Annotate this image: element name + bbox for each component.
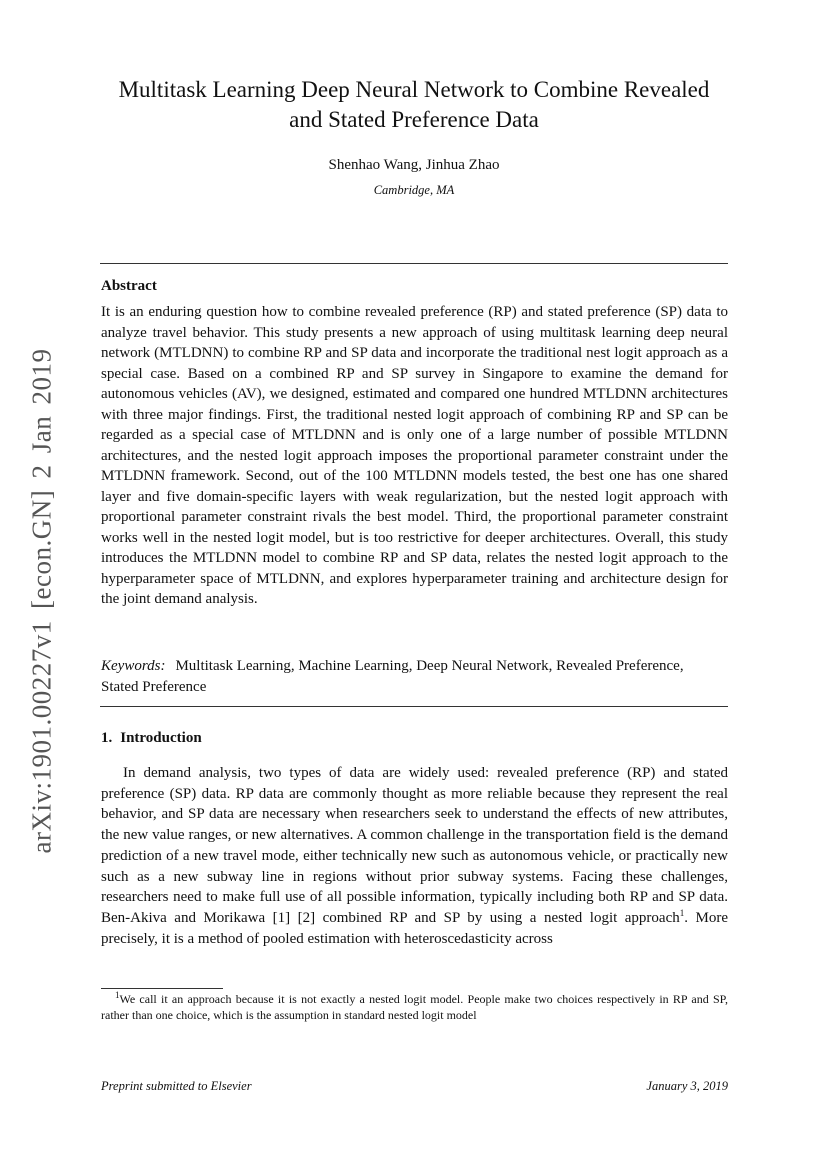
paper-authors: Shenhao Wang, Jinhua Zhao bbox=[328, 157, 500, 173]
abstract-body: It is an enduring question how to combine revealed preference (RP) and stated preference (SP) data to analyze travel behavior. This study presents a new approach of using multitask learning deep neural network (MTLDNN) to combine RP and SP data and incorporate the traditional nest logit approach as a special case. Based on a combined RP and SP survey in Singapore to examine the demand for autonomous vehicles (AV), we designed, estimated and compared one hundred MTLDNN architectures with three major findings. First, the traditional nested logit approach of combining RP and SP can be regarded as a special case of MTLDNN and is only one of a large number of possible MTLDNN architectures, and the nested logit approach imposes the proportional parameter constraint under the MTLDNN framework. Second, out of the 100 MTLDNN models tested, the best one has one shared layer and five domain-specific layers with weak regularization, but the nested logit approach with proportional parameter constraint rivals the best model. Third, the proportional parameter constraint works well in the nested logit model, but is too restrictive for deeper architectures. Overall, this study introduces the MTLDNN model to combine RP and SP data, relates the nested logit approach to the hyperparameter space of MTLDNN, and explores hyperparameter training and architecture design for the joint demand analysis. bbox=[101, 304, 728, 607]
keywords-text: Multitask Learning, Machine Learning, Deep Neural Network, Revealed Preference, Stated Preference bbox=[101, 658, 684, 695]
abstract-bottom-rule bbox=[100, 706, 728, 707]
section-heading-introduction bbox=[101, 730, 202, 747]
abstract-heading: Abstract bbox=[101, 278, 157, 294]
intro-text-main: In demand analysis, two types of data are widely used: revealed preference (RP) and stated preference (SP) data. RP data are commonly thought as more reliable because they represent the real behavior, and SP data are necessary when researchers seek to understand the effects of new attributes, the new value ranges, or new alternatives. A common challenge in the transportation field is the demand prediction of a new travel mode, either technically new such as autonomous vehicle, or practically new such as a new subway line in regions without prior subway systems. Facing these challenges, researchers need to make full use of all possible information, typically including both RP and SP data. Ben-Akiva and Morikawa [1] [2] combined RP and SP by using a nested logit approach bbox=[101, 765, 728, 926]
footnote-marker: 1 bbox=[115, 990, 120, 1000]
arxiv-side-stamp: arXiv:1901.00227v1 [econ.GN] 2 Jan 2019 bbox=[26, 348, 57, 854]
footnote-rule bbox=[101, 988, 223, 989]
footnote-text: We call it an approach because it is not exactly a nested logit model. People make two choices respectively in RP and SP, rather than one choice, which is the assumption in standard nested logit model bbox=[101, 992, 728, 1022]
keywords bbox=[101, 656, 701, 697]
author-affiliation: Cambridge, MA bbox=[373, 183, 455, 197]
footnote-ref-1[interactable]: 1 bbox=[679, 907, 685, 918]
introduction-paragraph bbox=[101, 763, 728, 949]
paper-title: Multitask Learning Deep Neural Network to Combine Revealed and Stated Preference Data bbox=[118, 77, 710, 132]
abstract-top-rule bbox=[100, 263, 728, 264]
section-number: 1. bbox=[101, 730, 113, 746]
section-title: Introduction bbox=[120, 730, 202, 746]
keywords-label: Keywords: bbox=[101, 658, 166, 674]
footnote-1 bbox=[101, 992, 728, 1023]
intro-text-continued: . More precisely, it is a method of pooled estimation with heteroscedasticity across bbox=[101, 909, 728, 947]
footer-date: January 3, 2019 bbox=[646, 1079, 728, 1093]
footer-preprint-note: Preprint submitted to Elsevier bbox=[101, 1079, 252, 1093]
